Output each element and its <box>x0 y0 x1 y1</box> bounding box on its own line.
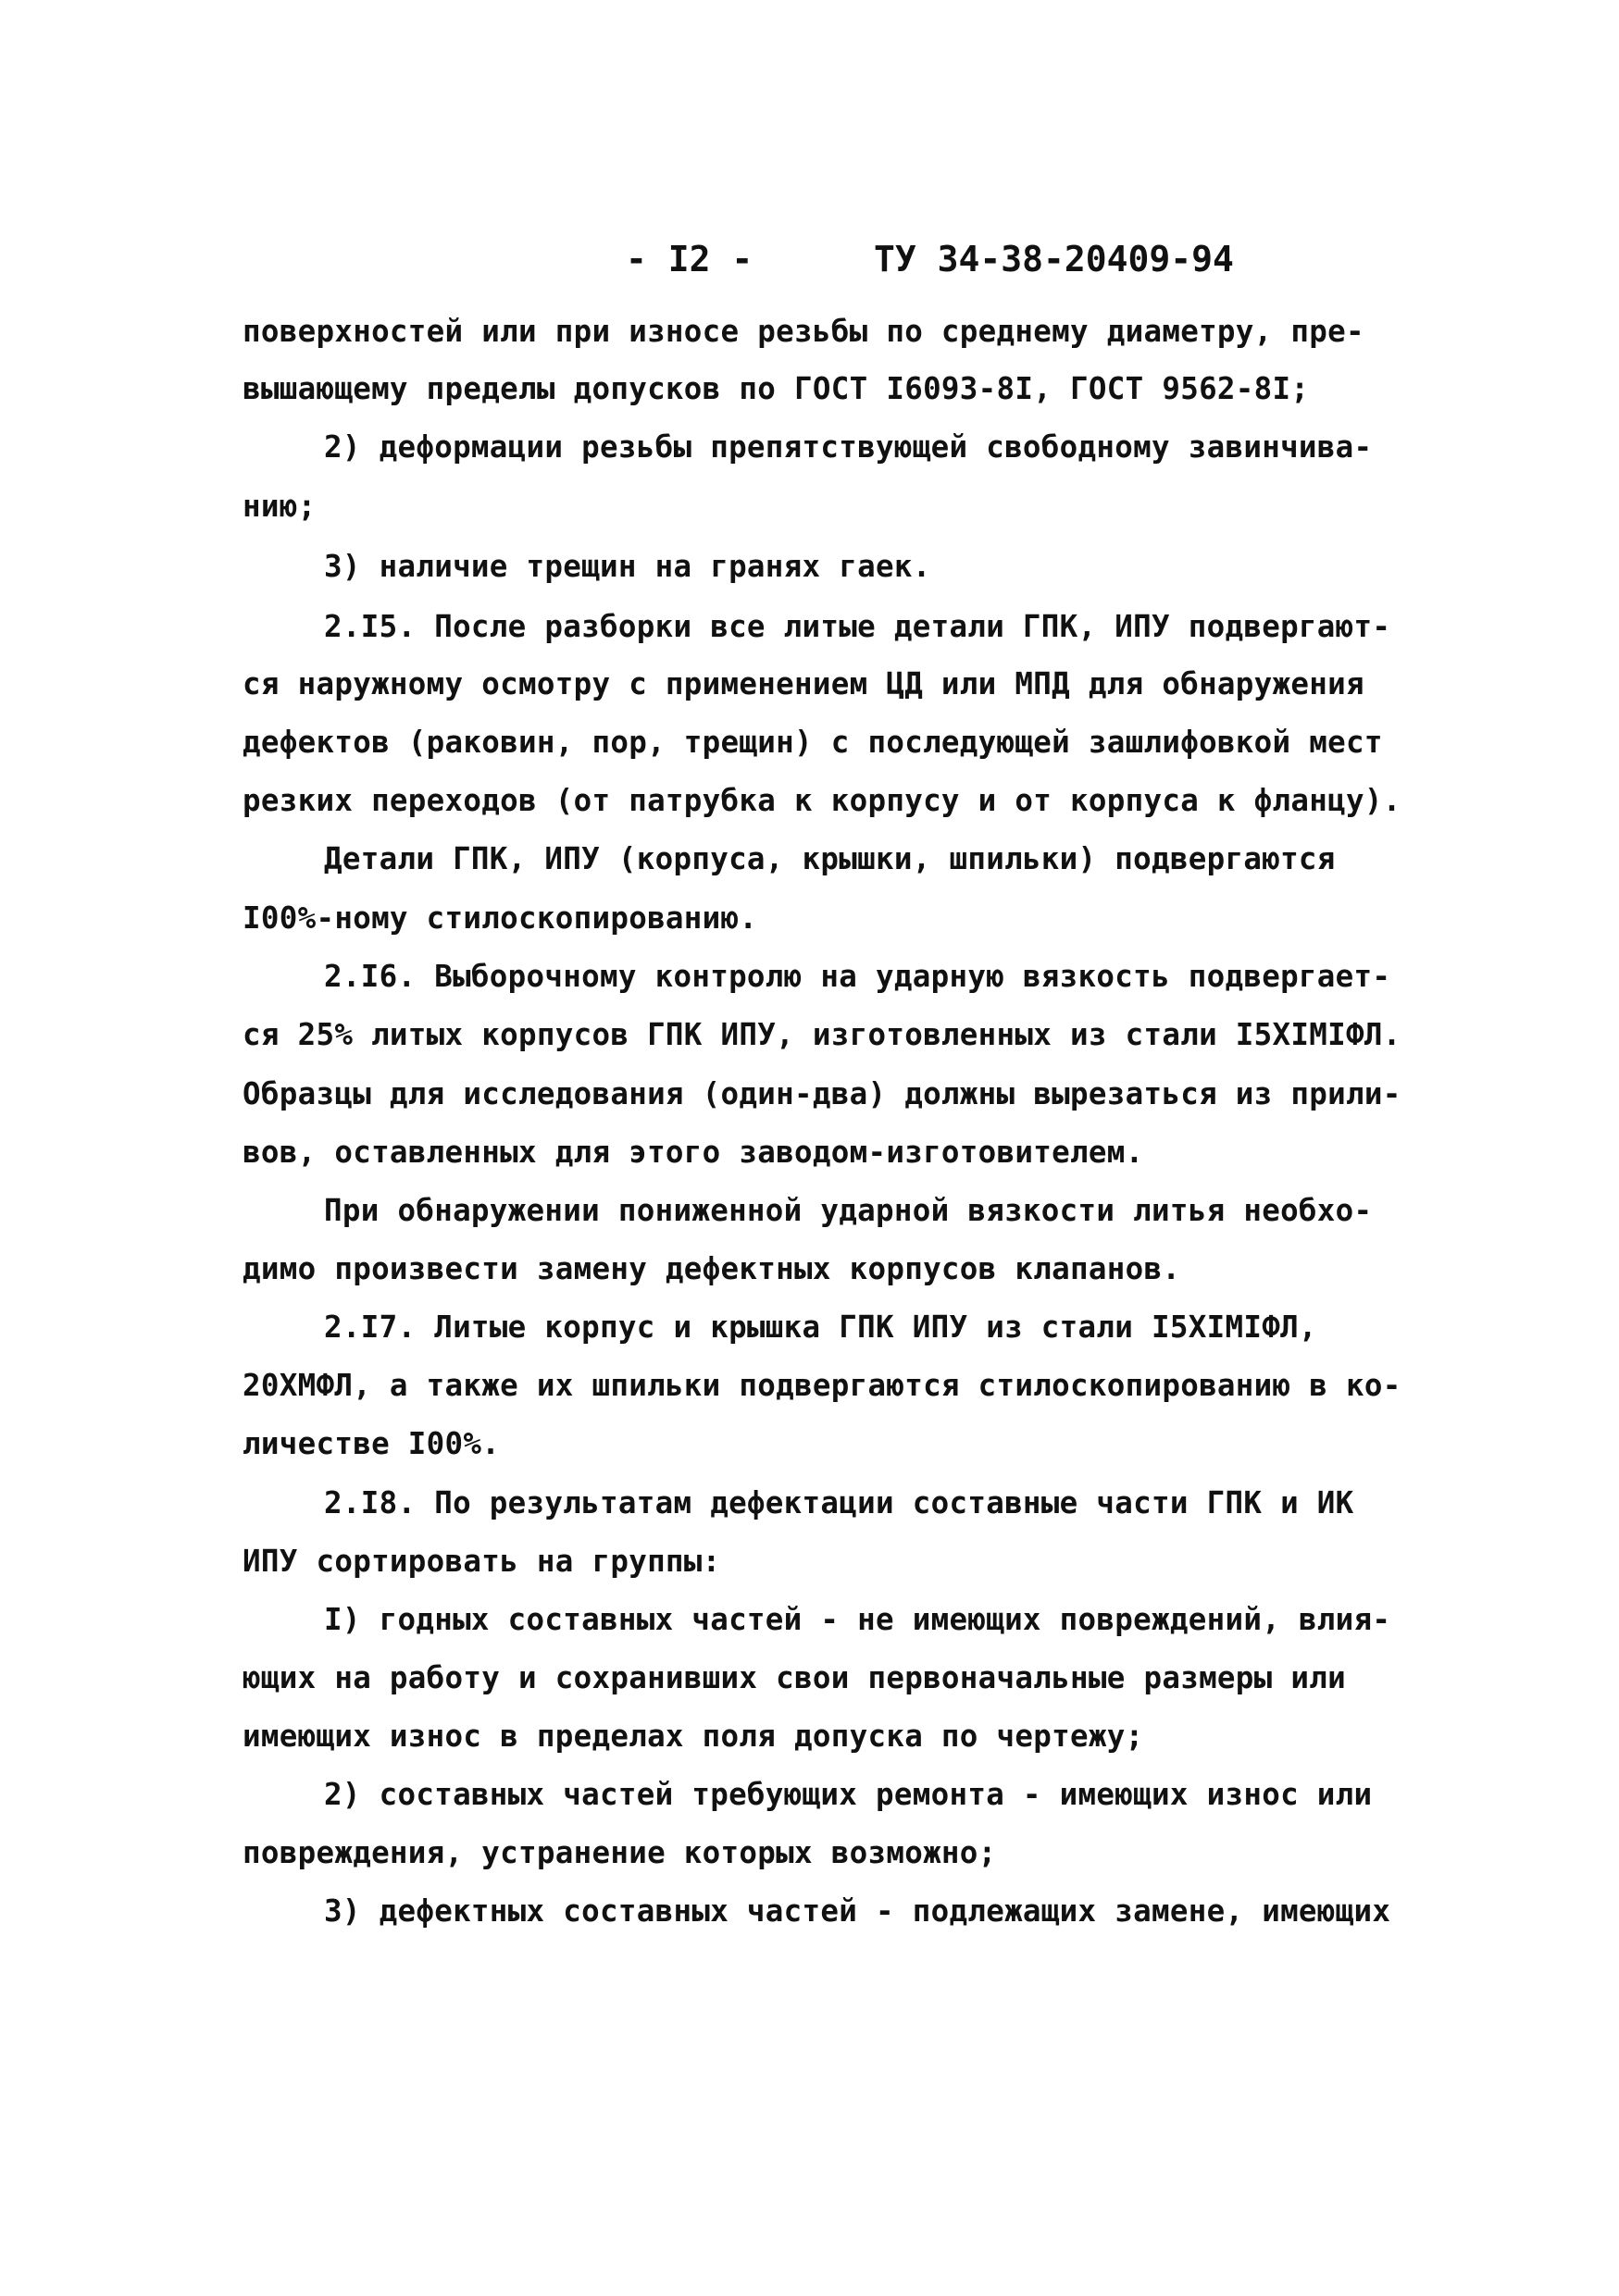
text-line: вышающему пределы допусков по ГОСТ I6093-8I, ГОСТ 9562-8I; <box>243 371 1310 406</box>
text-line: вов, оставленных для этого заводом-изготовителем. <box>243 1135 1144 1170</box>
text-line: 2) деформации резьбы препятствующей свободному завинчива- <box>324 429 1373 465</box>
text-line: 2.I7. Литые корпус и крышка ГПК ИПУ из стали I5XIMIФЛ, <box>324 1309 1317 1345</box>
text-line: 2.I6. Выборочному контролю на ударную вязкость подвергает- <box>324 959 1391 994</box>
text-line: ся наружному осмотру с применением ЦД или МПД для обнаружения <box>243 666 1364 701</box>
text-line: личестве I00%. <box>243 1426 501 1461</box>
text-line: резких переходов (от патрубка к корпусу и от корпуса к фланцу). <box>243 783 1401 818</box>
text-line: нию; <box>243 489 317 524</box>
page-header <box>0 231 1619 287</box>
text-line: димо произвести замену дефектных корпусов клапанов. <box>243 1251 1181 1286</box>
text-line: I) годных составных частей - не имеющих повреждений, влия- <box>324 1602 1391 1637</box>
text-line: ИПУ сортировать на группы: <box>243 1544 721 1579</box>
page-number: - I2 - <box>626 239 753 279</box>
text-line: 3) дефектных составных частей - подлежащих замене, имеющих <box>324 1893 1391 1929</box>
text-line: 2) составных частей требующих ремонта - имеющих износ или <box>324 1777 1373 1812</box>
text-line: I00%-ному стилоскопированию. <box>243 900 758 936</box>
text-line: имеющих износ в пределах поля допуска по чертежу; <box>243 1719 1144 1754</box>
text-line: дефектов (раковин, пор, трещин) с последующей зашлифовкой мест <box>243 725 1383 760</box>
text-line: 3) наличие трещин на гранях гаек. <box>324 549 931 584</box>
document-code: ТУ 34-38-20409-94 <box>874 239 1234 279</box>
text-line: повреждения, устранение которых возможно; <box>243 1835 997 1870</box>
text-line: При обнаружении пониженной ударной вязкости литья необхо- <box>324 1193 1373 1228</box>
text-line: ющих на работу и сохранивших свои первоначальные размеры или <box>243 1660 1346 1695</box>
text-line: 2.I8. По результатам дефектации составные части ГПК и ИК <box>324 1485 1354 1520</box>
text-line: 20XМФЛ, а также их шпильки подвергаются стилоскопированию в ко- <box>243 1368 1401 1403</box>
text-line: 2.I5. После разборки все литые детали ГПК, ИПУ подвергают- <box>324 609 1391 644</box>
text-line: Образцы для исследования (один-два) должны вырезаться из прили- <box>243 1076 1401 1111</box>
text-line: ся 25% литых корпусов ГПК ИПУ, изготовленных из стали I5XIMIФЛ. <box>243 1017 1401 1052</box>
text-line: Детали ГПК, ИПУ (корпуса, крышки, шпильки) подвергаются <box>324 841 1336 876</box>
text-line: поверхностей или при износе резьбы по среднему диаметру, пре- <box>243 314 1364 349</box>
